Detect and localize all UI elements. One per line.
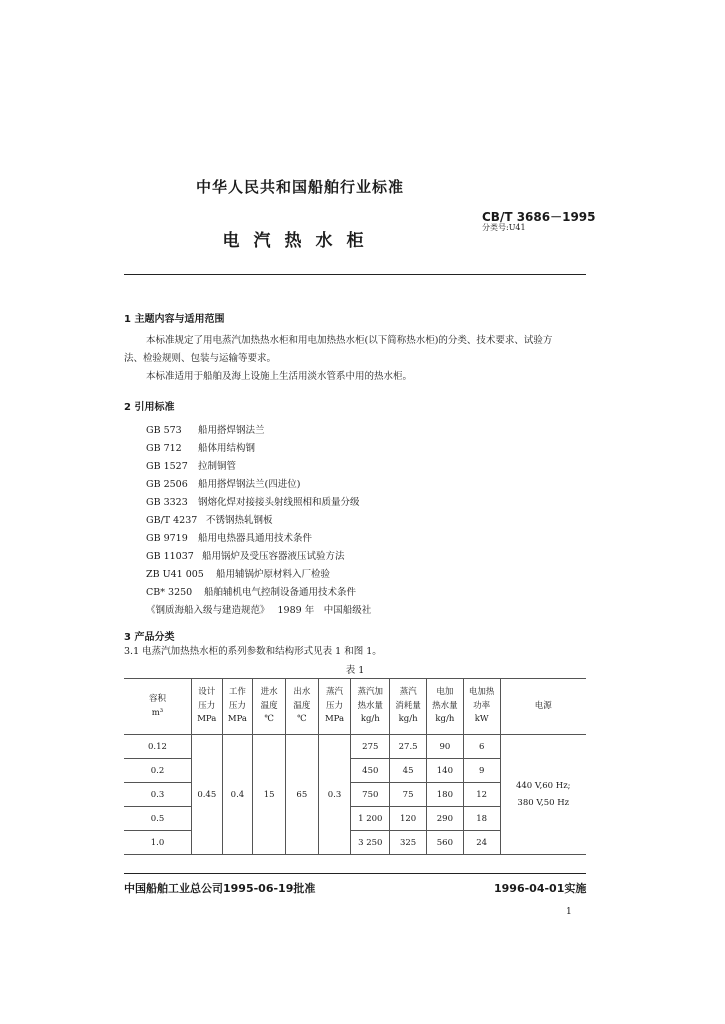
cell-volume: 0.2 — [124, 759, 191, 783]
cell-steam-pressure: 0.3 — [318, 735, 351, 855]
reference-title: 船用搭焊钢法兰(四进位) — [198, 479, 301, 490]
section-heading-scope: 1 主题内容与适用范围 — [124, 314, 225, 325]
reference-code: CB* 3250 — [146, 587, 193, 598]
reference-title: 船用电热器具通用技术条件 — [198, 533, 313, 544]
header-design-pressure: 设计 压力 MPa — [191, 679, 222, 735]
cell-steam-consumption: 75 — [390, 783, 427, 807]
reference-item — [146, 566, 330, 580]
cell-volume: 0.3 — [124, 783, 191, 807]
cell-electric-heating: 90 — [426, 735, 463, 759]
classification-clause: 3.1 电蒸汽加热热水柜的系列参数和结构形式见表 1 和图 1。 — [124, 646, 382, 657]
classification-code: 分类号:U41 — [482, 223, 526, 232]
cell-electric-power: 9 — [463, 759, 500, 783]
cell-electric-power: 12 — [463, 783, 500, 807]
scope-paragraph-line2: 法、检验规则、包装与运输等要求。 — [124, 353, 277, 364]
reference-code: GB 712 — [146, 443, 182, 454]
reference-code: GB 3323 — [146, 497, 188, 508]
reference-title: 船用搭焊钢法兰 — [198, 425, 265, 436]
reference-item — [146, 458, 236, 472]
document-title: 电汽热水柜 — [222, 231, 378, 251]
reference-code: GB 9719 — [146, 533, 188, 544]
cell-volume: 1.0 — [124, 831, 191, 855]
header-power-supply: 电源 — [500, 679, 586, 735]
cell-power-supply: 440 V,60 Hz; 380 V,50 Hz — [500, 735, 586, 855]
cell-steam-heating: 3 250 — [351, 831, 390, 855]
reference-code: GB 2506 — [146, 479, 188, 490]
cell-steam-consumption: 45 — [390, 759, 427, 783]
reference-code: 《钢质海船入级与建造规范》 — [146, 605, 270, 616]
header-volume: 容积 m³ — [124, 679, 191, 735]
reference-code: GB 573 — [146, 425, 182, 436]
cell-working-pressure: 0.4 — [222, 735, 253, 855]
cell-steam-consumption: 120 — [390, 807, 427, 831]
issuer-title: 中华人民共和国船舶行业标准 — [195, 178, 404, 196]
reference-item — [146, 476, 300, 490]
reference-item — [146, 494, 360, 508]
cell-volume: 0.12 — [124, 735, 191, 759]
cell-steam-heating: 450 — [351, 759, 390, 783]
approval-line: 中国船舶工业总公司1995-06-19批准 — [124, 882, 316, 895]
cell-electric-power: 24 — [463, 831, 500, 855]
section-heading-references: 2 引用标准 — [124, 402, 175, 413]
cell-electric-heating: 180 — [426, 783, 463, 807]
reference-item — [146, 602, 371, 616]
header-electric-power: 电加热 功率 kW — [463, 679, 500, 735]
cell-electric-heating: 560 — [426, 831, 463, 855]
reference-title: 船体用结构钢 — [198, 443, 256, 454]
cell-steam-consumption: 27.5 — [390, 735, 427, 759]
cell-electric-heating: 290 — [426, 807, 463, 831]
cell-volume: 0.5 — [124, 807, 191, 831]
header-divider — [124, 274, 586, 275]
section-heading-classification: 3 产品分类 — [124, 632, 175, 643]
cell-design-pressure: 0.45 — [191, 735, 222, 855]
header-outlet-temp: 出水 温度 ℃ — [285, 679, 318, 735]
implementation-date: 1996-04-01实施 — [494, 882, 587, 895]
parameter-table — [124, 678, 586, 855]
cell-electric-power: 6 — [463, 735, 500, 759]
header-electric-heating: 电加 热水量 kg/h — [426, 679, 463, 735]
cell-electric-heating: 140 — [426, 759, 463, 783]
reference-item — [146, 584, 356, 598]
standard-code: CB/T 3686－1995 — [482, 210, 596, 224]
reference-title: 1989 年 中国船级社 — [277, 605, 372, 616]
cell-outlet-temp: 65 — [285, 735, 318, 855]
reference-title: 船舶辅机电气控制设备通用技术条件 — [204, 587, 357, 598]
reference-title: 不锈钢热轧钢板 — [206, 515, 273, 526]
cell-steam-heating: 1 200 — [351, 807, 390, 831]
cell-steam-heating: 750 — [351, 783, 390, 807]
reference-item — [146, 530, 312, 544]
reference-item — [146, 422, 265, 436]
reference-title: 拉制铜管 — [198, 461, 237, 472]
table-row — [124, 735, 586, 759]
reference-code: GB 11037 — [146, 551, 194, 562]
reference-code: GB 1527 — [146, 461, 188, 472]
reference-code: GB/T 4237 — [146, 515, 198, 526]
cell-steam-heating: 275 — [351, 735, 390, 759]
cell-steam-consumption: 325 — [390, 831, 427, 855]
reference-item — [146, 512, 273, 526]
scope-paragraph-line1: 本标准规定了用电蒸汽加热热水柜和用电加热热水柜(以下简称热水柜)的分类、技术要求、试验方 — [146, 335, 553, 346]
reference-code: ZB U41 005 — [146, 569, 204, 580]
cell-electric-power: 18 — [463, 807, 500, 831]
reference-title: 船用辅锅炉原材料入厂检验 — [216, 569, 331, 580]
reference-item — [146, 548, 345, 562]
header-steam-pressure: 蒸汽 压力 MPa — [318, 679, 351, 735]
header-working-pressure: 工作 压力 MPa — [222, 679, 253, 735]
reference-title: 钢熔化焊对接接头射线照相和质量分级 — [198, 497, 360, 508]
header-inlet-temp: 进水 温度 ℃ — [253, 679, 286, 735]
reference-item — [146, 440, 255, 454]
header-steam-heating: 蒸汽加 热水量 kg/h — [351, 679, 390, 735]
page-number: 1 — [566, 907, 572, 917]
table-caption: 表 1 — [345, 665, 365, 676]
footer-divider — [124, 873, 586, 874]
header-steam-consumption: 蒸汽 消耗量 kg/h — [390, 679, 427, 735]
reference-title: 船用锅炉及受压容器液压试验方法 — [202, 551, 345, 562]
scope-paragraph-2: 本标准适用于船舶及海上设施上生活用淡水管系中用的热水柜。 — [146, 371, 413, 382]
cell-inlet-temp: 15 — [253, 735, 286, 855]
